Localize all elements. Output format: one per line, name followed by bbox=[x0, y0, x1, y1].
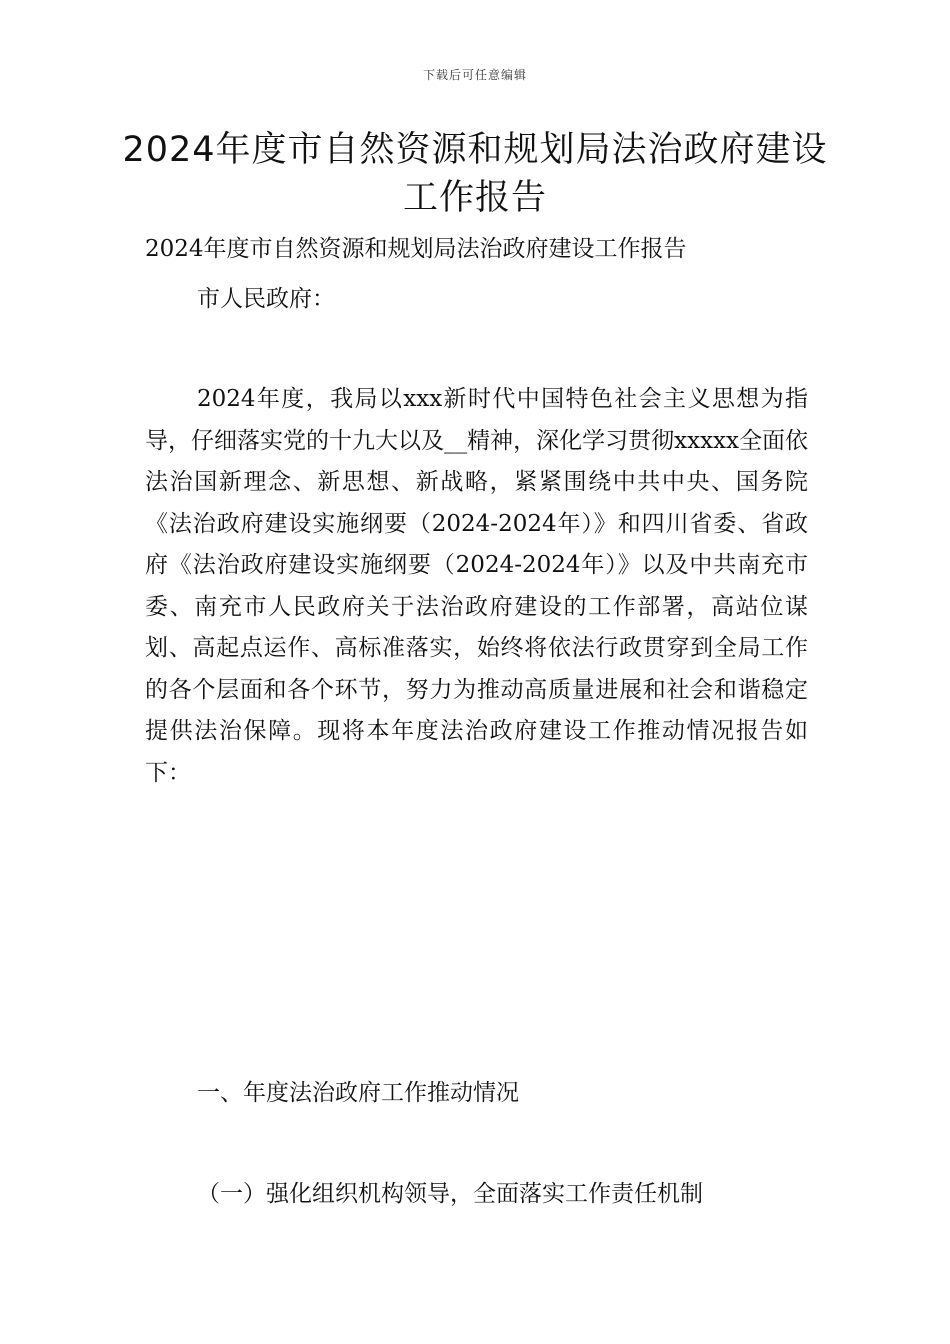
document-title: 2024年度市自然资源和规划局法治政府建设工作报告 bbox=[122, 130, 828, 218]
salutation: 市人民政府： bbox=[197, 286, 335, 312]
document-subtitle: 2024年度市自然资源和规划局法治政府建设工作报告 bbox=[145, 236, 687, 262]
sub-heading: （一）强化组织机构领导，全面落实工作责任机制 bbox=[197, 1181, 703, 1207]
section-heading: 一、年度法治政府工作推动情况 bbox=[197, 1080, 519, 1106]
header-note: 下载后可任意编辑 bbox=[422, 68, 527, 82]
body-paragraph: 2024年度，我局以xxx新时代中国特色社会主义思想为指导，仔细落实党的十九大以及__精神，深化学习贯彻xxxxx全面依法治国新理念、新思想、新战略，紧紧围绕中共中央、国务院《法治政府建设实施纲要（2024-2024年）》和四川省委、省政府《法治政府建设实施纲要（2024-2024年）》以及中共南充市委、南充市人民政府关于法治政府建设的工作部署，高站位谋划、高起点运作、高标准落实，始终将依法行政贯穿到全局工作的各个层面和各个环节，努力为推动高质量进展和社会和谐稳定提供法治保障。现将本年度法治政府建设工作推动情况报告如下： bbox=[145, 386, 808, 786]
